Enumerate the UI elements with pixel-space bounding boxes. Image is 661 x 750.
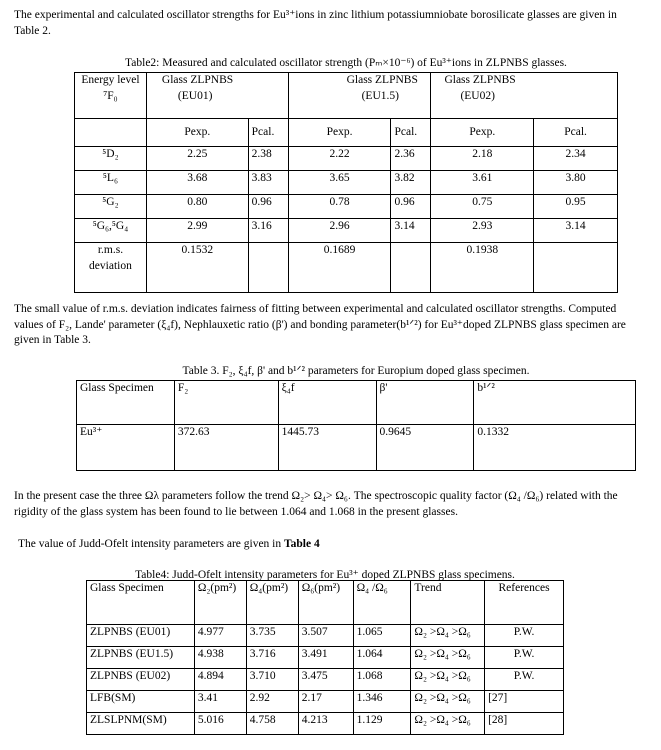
- value-cell: 3.61: [431, 171, 534, 195]
- value-cell: 2.17: [298, 691, 353, 713]
- value-cell: 2.92: [246, 691, 298, 713]
- value-cell: 3.507: [298, 625, 353, 647]
- table-row: [75, 219, 618, 243]
- value-cell: 1.064: [353, 647, 411, 669]
- table4-header-trend: Trend: [411, 581, 485, 625]
- table-row: [75, 171, 618, 195]
- value-cell: 5.016: [194, 713, 246, 735]
- table3-header-f2: F₂: [174, 381, 278, 425]
- specimen-cell: ZLSLPNM(SM): [87, 713, 195, 735]
- value-cell: 0.78: [288, 195, 391, 219]
- value-cell: 2.38: [248, 147, 288, 171]
- table-row-rms: [75, 243, 618, 293]
- table4-caption: Table4: Judd-Ofelt intensity parameters for Eu³⁺ doped ZLPNBS glass specimens.: [135, 569, 515, 581]
- value-cell: 3.16: [248, 219, 288, 243]
- value-cell: 4.977: [194, 625, 246, 647]
- value-cell: 2.96: [288, 219, 391, 243]
- table2-pexp-header: Pexp.: [146, 119, 248, 147]
- reference-cell: [27]: [485, 691, 564, 713]
- level-cell: ⁵L₆: [75, 171, 147, 195]
- table4-header-references: References: [485, 581, 564, 625]
- value-cell: 2.99: [146, 219, 248, 243]
- specimen-cell: ZLPNBS (EU02): [87, 669, 195, 691]
- table-row: [75, 147, 618, 171]
- trend-cell: Ω₂ >Ω₄ >Ω₆: [411, 691, 485, 713]
- value-cell: 1.068: [353, 669, 411, 691]
- table4-judd-ofelt: [86, 580, 564, 735]
- table3-header-glass-specimen: Glass Specimen: [77, 381, 175, 425]
- reference-cell: [28]: [485, 713, 564, 735]
- table-row: [87, 669, 564, 691]
- value-cell: 4.894: [194, 669, 246, 691]
- rms-value: 0.1689: [288, 243, 391, 293]
- value-cell: 3.65: [288, 171, 391, 195]
- value-cell: 3.14: [534, 219, 618, 243]
- table4-header-glass-specimen: Glass Specimen: [87, 581, 195, 625]
- table-row: [87, 713, 564, 735]
- table4-header-omega6: Ω₆(pm²): [298, 581, 353, 625]
- table2-caption: Table2: Measured and calculated oscillator strength (Pₘ×10⁻⁶) of Eu³⁺ions in ZLPNBS glasses.: [125, 57, 567, 69]
- value-cell: 0.96: [391, 195, 431, 219]
- value-cell: 0.1332: [474, 425, 636, 471]
- table2-header-glass-eu01: Glass ZLPNBS (EU01): [146, 73, 288, 119]
- specimen-cell: ZLPNBS (EU1.5): [87, 647, 195, 669]
- level-cell: ⁵G₂: [75, 195, 147, 219]
- reference-cell: P.W.: [485, 647, 564, 669]
- table2-pcal-header: Pcal.: [248, 119, 288, 147]
- reference-cell: P.W.: [485, 625, 564, 647]
- table4-header-ratio: Ω₄ /Ω₆: [353, 581, 411, 625]
- value-cell: 2.22: [288, 147, 391, 171]
- value-cell: 3.735: [246, 625, 298, 647]
- value-cell: 3.716: [246, 647, 298, 669]
- value-cell: 2.93: [431, 219, 534, 243]
- value-cell: 4.213: [298, 713, 353, 735]
- paragraph-trend: In the present case the three Ωλ parameters follow the trend Ω₂> Ω₄> Ω₆. The spectroscopic quality factor (Ω₄ /Ω₆) related with the rigidity of the glass system has been found to lie between 1.064 and 1.068 in the present glasses.: [14, 490, 618, 518]
- table3-caption: Table 3. F₂, ξ₄f, β' and b¹ᐟ² parameters for Europium doped glass specimen.: [182, 365, 530, 377]
- value-cell: 3.80: [534, 171, 618, 195]
- value-cell: 4.758: [246, 713, 298, 735]
- specimen-cell: LFB(SM): [87, 691, 195, 713]
- reference-cell: P.W.: [485, 669, 564, 691]
- table2-pcal-header: Pcal.: [534, 119, 618, 147]
- value-cell: 0.75: [431, 195, 534, 219]
- value-cell: 0.9645: [376, 425, 474, 471]
- table2-pexp-header: Pexp.: [288, 119, 391, 147]
- value-cell: 2.34: [534, 147, 618, 171]
- table2-pcal-header: Pcal.: [391, 119, 431, 147]
- table3-header-xi4f: ξ₄f: [278, 381, 376, 425]
- table2-header-energy-level: Energy level ⁷F₀: [75, 73, 147, 119]
- paragraph-table4-intro: [18, 537, 638, 553]
- value-cell: 1.129: [353, 713, 411, 735]
- trend-cell: Ω₂ >Ω₄ >Ω₆: [411, 647, 485, 669]
- rms-label: r.m.s. deviation: [75, 243, 147, 293]
- value-cell: 3.82: [391, 171, 431, 195]
- value-cell: 3.68: [146, 171, 248, 195]
- table4-header-omega4: Ω₄(pm²): [246, 581, 298, 625]
- table4-header-omega2: Ω₂(pm²): [194, 581, 246, 625]
- table2-header-glass-eu15: Glass ZLPNBS (EU1.5): [288, 73, 431, 119]
- specimen-cell: Eu³⁺: [77, 425, 175, 471]
- table-row: [87, 625, 564, 647]
- empty-cell: [391, 243, 431, 293]
- table2-empty-cell: [75, 119, 147, 147]
- table-row: [77, 425, 636, 471]
- paragraph-text: The value of Judd-Ofelt intensity parameters are given in: [18, 538, 285, 550]
- value-cell: 1445.73: [278, 425, 376, 471]
- table3-header-b-half: b¹ᐟ²: [474, 381, 636, 425]
- value-cell: 3.491: [298, 647, 353, 669]
- trend-cell: Ω₂ >Ω₄ >Ω₆: [411, 713, 485, 735]
- value-cell: 0.80: [146, 195, 248, 219]
- paragraph-intro-table2: The experimental and calculated oscillator strengths for Eu³⁺ions in zinc lithium potassiumniobate borosilicate glasses are given in Table 2.: [14, 9, 617, 37]
- table-row: [75, 195, 618, 219]
- value-cell: 3.475: [298, 669, 353, 691]
- value-cell: 2.36: [391, 147, 431, 171]
- table4-reference: Table 4: [284, 538, 320, 550]
- table3-parameters: [76, 380, 636, 471]
- table-row: [87, 647, 564, 669]
- table2-header-glass-eu02: Glass ZLPNBS (EU02): [431, 73, 618, 119]
- value-cell: 0.96: [248, 195, 288, 219]
- specimen-cell: ZLPNBS (EU01): [87, 625, 195, 647]
- value-cell: 3.710: [246, 669, 298, 691]
- value-cell: 3.83: [248, 171, 288, 195]
- value-cell: 2.25: [146, 147, 248, 171]
- value-cell: 3.14: [391, 219, 431, 243]
- level-cell: ⁵D₂: [75, 147, 147, 171]
- table2-pexp-header: Pexp.: [431, 119, 534, 147]
- value-cell: 2.18: [431, 147, 534, 171]
- rms-value: 0.1938: [431, 243, 534, 293]
- table2-oscillator-strengths: [74, 72, 618, 293]
- paragraph-table3-intro: The small value of r.m.s. deviation indicates fairness of fitting between experimental and calculated oscillator strengths. Computed values of F₂, Lande' parameter (ξ₄f), Nephlauxetic ratio (β') and bonding parameter(b¹ᐟ²) for Eu³⁺doped ZLPNBS glass specimen are given in Table 3.: [14, 303, 626, 347]
- value-cell: 372.63: [174, 425, 278, 471]
- table3-header-beta: β': [376, 381, 474, 425]
- trend-cell: Ω₂ >Ω₄ >Ω₆: [411, 625, 485, 647]
- table-row: [87, 691, 564, 713]
- level-cell: ⁵G₆,⁵G₄: [75, 219, 147, 243]
- value-cell: 0.95: [534, 195, 618, 219]
- value-cell: 3.41: [194, 691, 246, 713]
- empty-cell: [248, 243, 288, 293]
- trend-cell: Ω₂ >Ω₄ >Ω₆: [411, 669, 485, 691]
- rms-value: 0.1532: [146, 243, 248, 293]
- empty-cell: [534, 243, 618, 293]
- value-cell: 1.346: [353, 691, 411, 713]
- value-cell: 1.065: [353, 625, 411, 647]
- value-cell: 4.938: [194, 647, 246, 669]
